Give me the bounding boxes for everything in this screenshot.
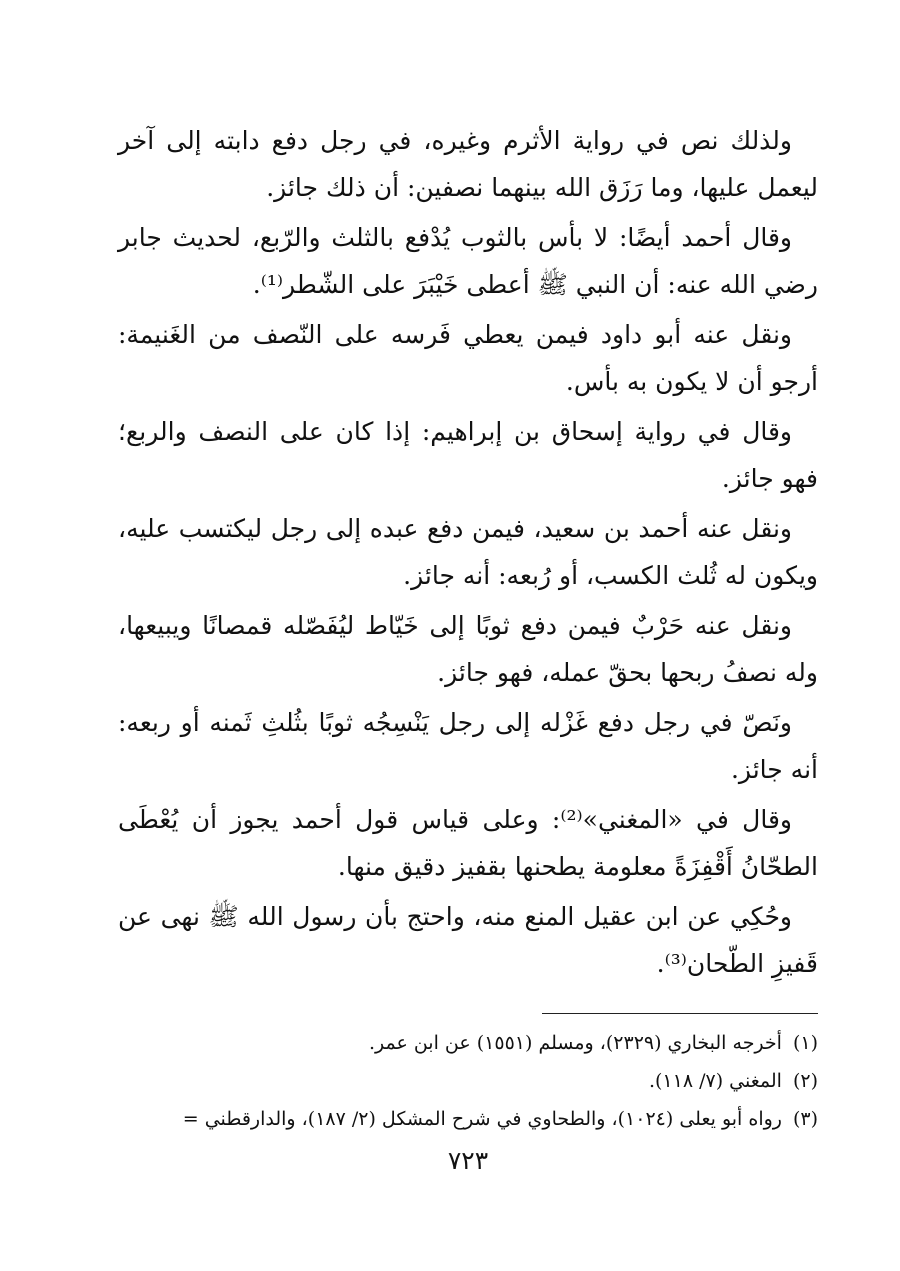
paragraph: وقال في «المغني»⁽²⁾: وعلى قياس قول أحمد يجوز أن يُعْطَى الطحّانُ أَقْفِزَةً معلومة يطحنها بقفيز دقيق منها. [118,805,818,881]
page-number: ٧٢٣ [447,1146,489,1175]
footnote-text: المغني (٧/ ١١٨). [648,1070,782,1092]
paragraph: وحُكِي عن ابن عقيل المنع منه، واحتج بأن رسول الله ﷺ نهى عن قَفيزِ الطّحان⁽³⁾. [118,902,818,978]
paragraph: وقال أحمد أيضًا: لا بأس بالثوب يُدْفع بالثلث والرّبع، لحديث جابر رضي الله عنه: أن النبي ﷺ أعطى خَيْبَرَ على الشّطر⁽¹⁾. [118,223,818,299]
footnote-text: رواه أبو يعلى (١٠٢٤)، والطحاوي في شرح المشكل (٢/ ١٨٧)، والدارقطني = [182,1108,782,1130]
paragraph: ولذلك نص في رواية الأثرم وغيره، في رجل دفع دابته إلى آخر ليعمل عليها، وما رَزَق الله بينهما نصفين: أن ذلك جائز. [118,126,818,202]
footnote-number: (٢) [792,1070,818,1092]
footnote-text: أخرجه البخاري (٢٣٢٩)، ومسلم (١٥٥١) عن ابن عمر. [368,1032,782,1054]
footnote [118,1100,818,1138]
book-page [118,118,818,1175]
footnote-divider [542,1013,818,1014]
paragraph: ونقل عنه أحمد بن سعيد، فيمن دفع عبده إلى رجل ليكتسب عليه، ويكون له ثُلث الكسب، أو رُبعه: أنه جائز. [118,514,818,590]
footnote-number: (١) [792,1032,818,1054]
footnote [118,1024,818,1062]
paragraph: وقال في رواية إسحاق بن إبراهيم: إذا كان على النصف والربع؛ فهو جائز. [118,417,818,493]
footnote-number: (٣) [792,1108,818,1130]
paragraph: ونقل عنه حَرْبٌ فيمن دفع ثوبًا إلى خَيّاط ليُفَصّله قمصانًا ويبيعها، وله نصفُ ربحها بحقّ عمله، فهو جائز. [118,611,818,687]
paragraph: ونَصّ في رجل دفع غَزْله إلى رجل يَنْسِجُه ثوبًا بثُلثِ ثَمنه أو ربعه: أنه جائز. [118,708,818,784]
footnotes [118,1024,818,1138]
footnote [118,1062,818,1100]
main-text [118,118,818,987]
paragraph: ونقل عنه أبو داود فيمن يعطي فَرسه على النّصف من الغَنيمة: أرجو أن لا يكون به بأس. [118,320,818,396]
